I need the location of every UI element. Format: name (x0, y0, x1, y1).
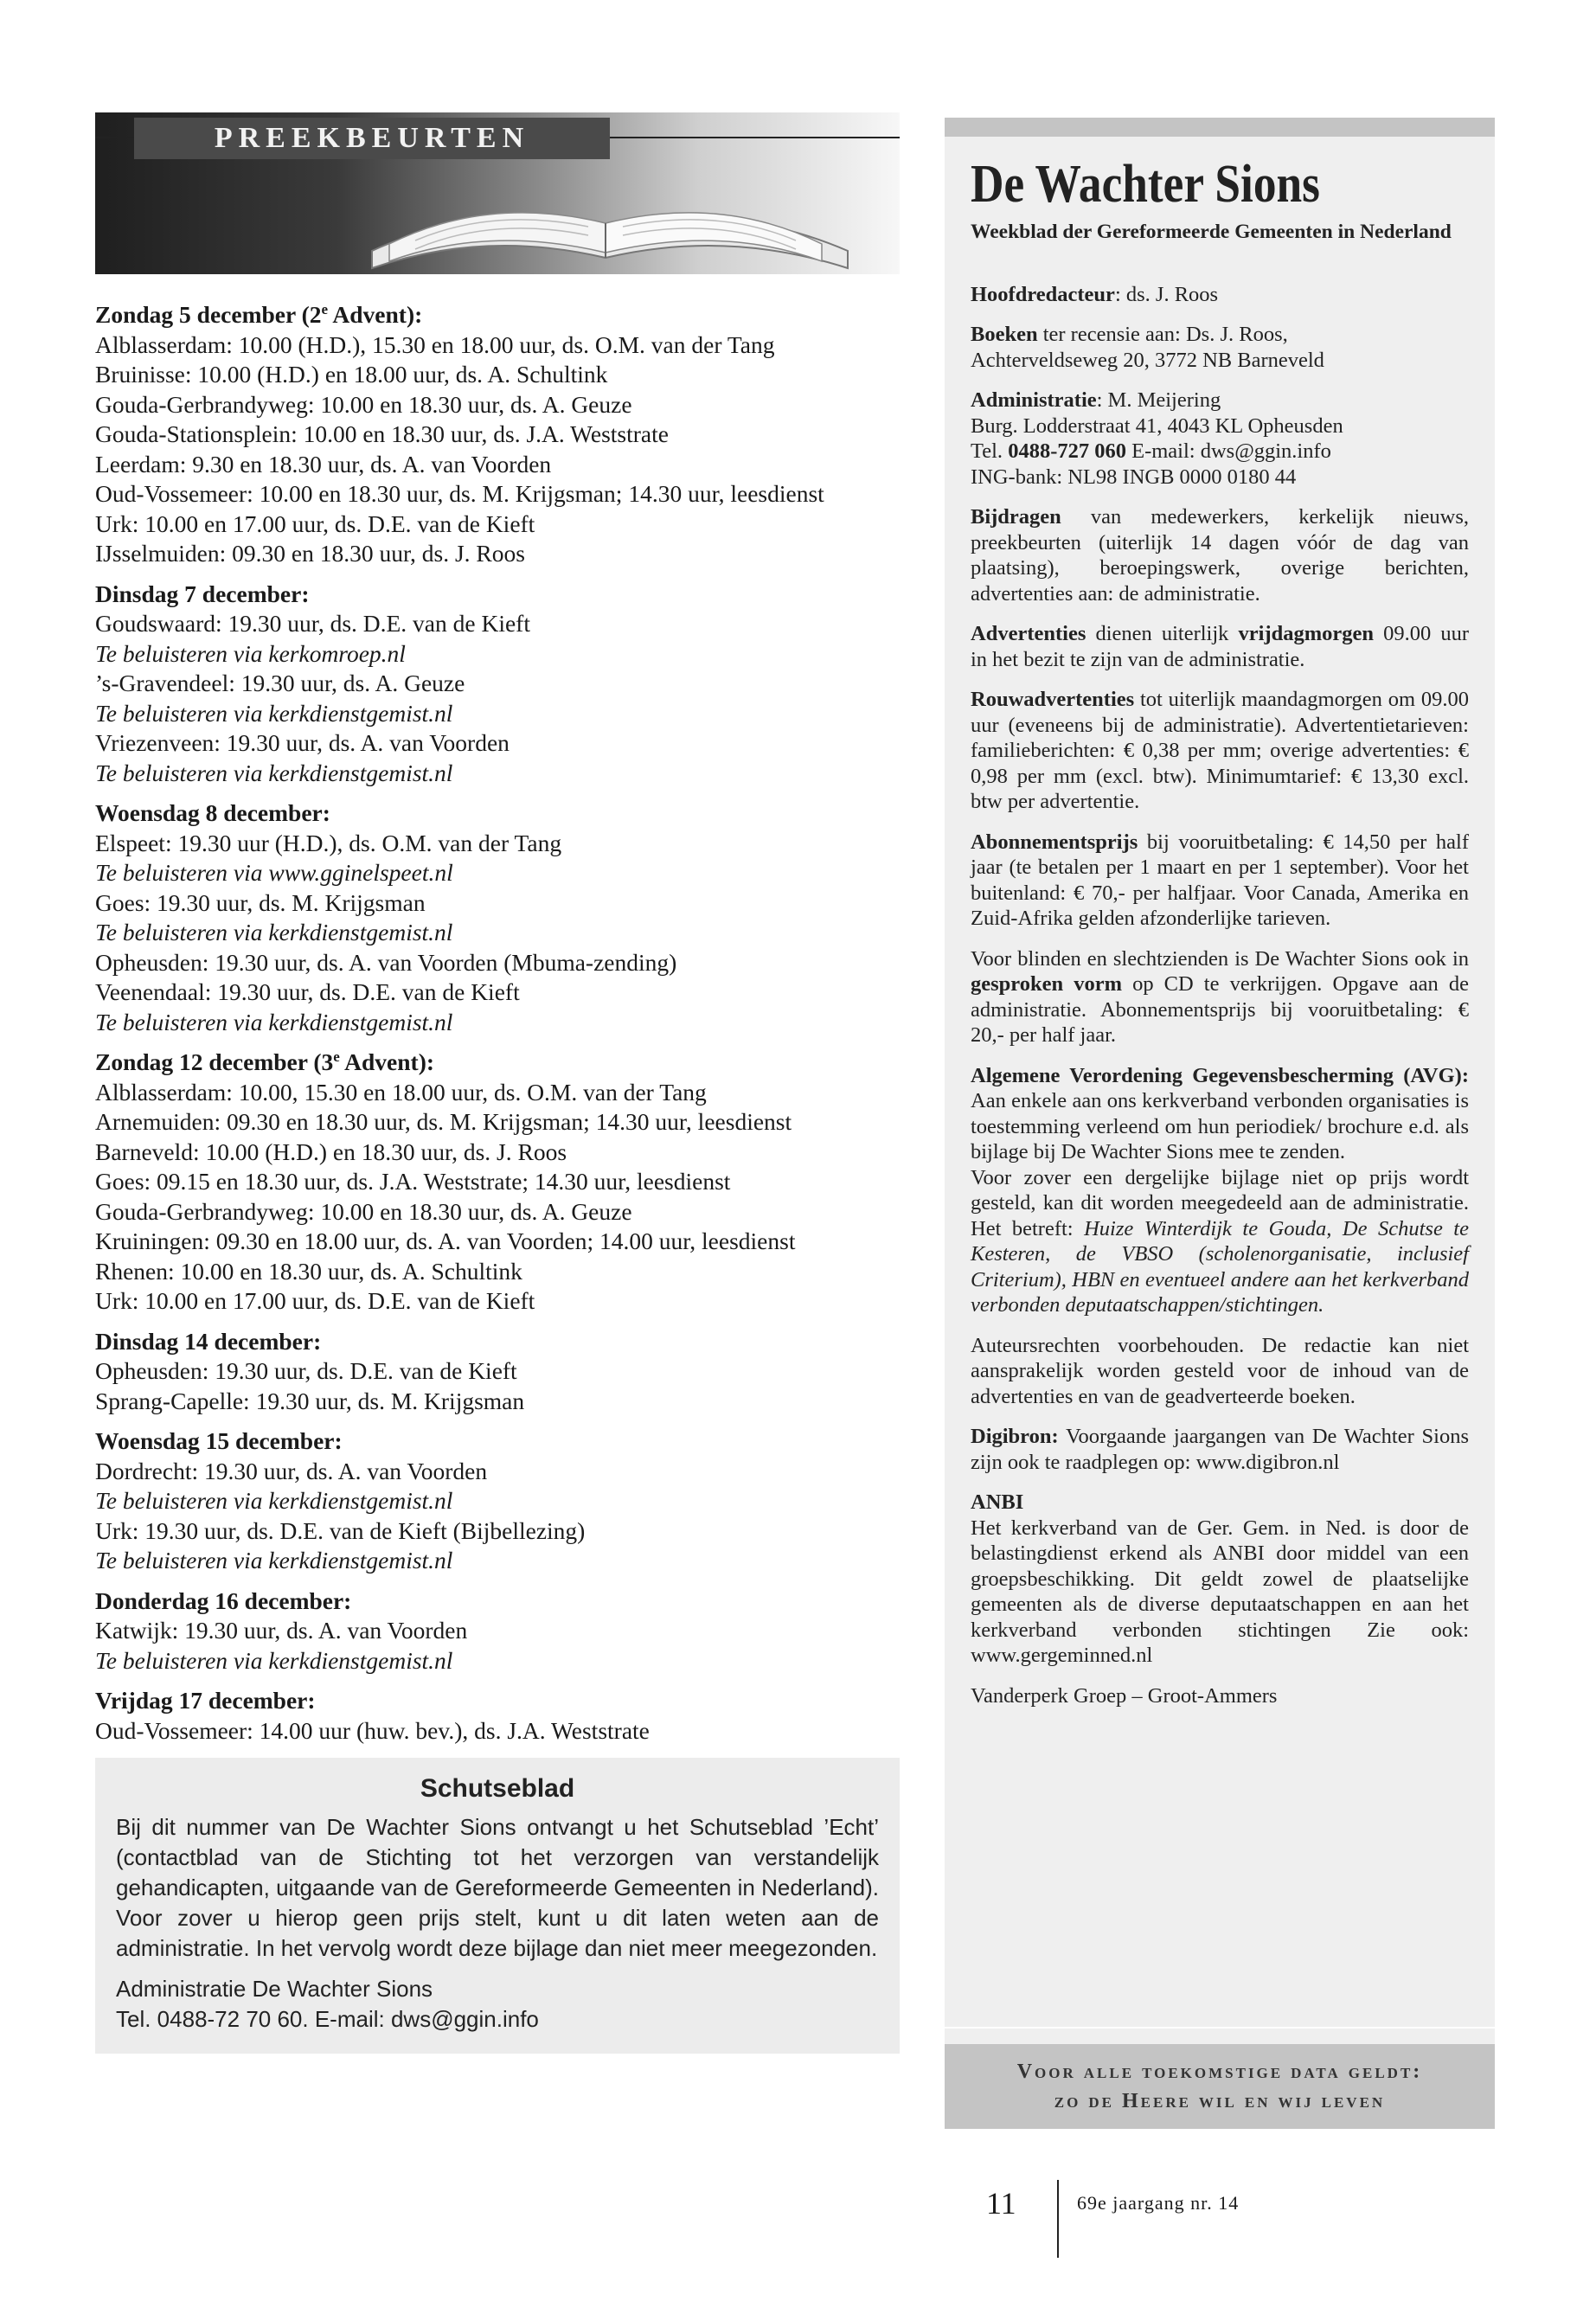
schedule-day (95, 300, 900, 569)
anbi: ANBI Het kerkverband van de Ger. Gem. in Ned. is door de belastingdienst erkend als ANBI door middel van een groepsbeschikking. Dit geldt zowel de plaatselijke gemeenten als de diverse deputaatschappen en aan het kerkverband verbonden stichtingen Zie ook: www.gergeminned.nl (971, 1490, 1469, 1667)
schutseblad-admin (116, 1974, 879, 2035)
service-line: Goudswaard: 19.30 uur, ds. D.E. van de Kieft (95, 610, 530, 637)
left-column (95, 112, 900, 2054)
schedule-day-header: Dinsdag 7 december: (95, 580, 310, 607)
printer: Vanderperk Groep – Groot-Ammers (971, 1683, 1278, 1708)
service-line: Elspeet: 19.30 uur (H.D.), ds. O.M. van der Tang (95, 829, 562, 856)
schedule-day-header: Zondag 5 december (2e Advent): (95, 300, 423, 328)
broadcast-note: Te beluisteren via kerkdienstgemist.nl (95, 1487, 453, 1514)
service-line: Gouda-Stationsplein: 10.00 en 18.30 uur, ds. J.A. Weststrate (95, 420, 669, 447)
broadcast-note: Te beluisteren via kerkdienstgemist.nl (95, 1547, 453, 1574)
broadcast-note: Te beluisteren via kerkdienstgemist.nl (95, 699, 453, 727)
schedule-day (95, 1048, 900, 1317)
footnote-line-2: zo de Heere wil en wij leven (1054, 2090, 1386, 2112)
schutseblad-box (95, 1758, 900, 2054)
footnote-box (945, 2044, 1495, 2129)
service-line: Goes: 19.30 uur, ds. M. Krijgsman (95, 888, 426, 916)
service-line: Urk: 19.30 uur, ds. D.E. van de Kieft (Bijbellezing) (95, 1516, 586, 1544)
schedule-day (95, 1327, 900, 1417)
service-line: Arnemuiden: 09.30 en 18.30 uur, ds. M. Krijgsman; 14.30 uur, leesdienst (95, 1108, 792, 1135)
service-line: Leerdam: 9.30 en 18.30 uur, ds. A. van Voorden (95, 450, 552, 478)
service-line: Opheusden: 19.30 uur, ds. A. van Voorden (Mbuma-zending) (95, 948, 677, 976)
service-line: Oud-Vossemeer: 14.00 uur (huw. bev.), ds. J.A. Weststrate (95, 1716, 650, 1744)
broadcast-note: Te beluisteren via www.gginelspeet.nl (95, 859, 453, 886)
schedule-day (95, 580, 900, 789)
schutseblad-body: Bij dit nummer van De Wachter Sions ontvangt u het Schutseblad ’Echt’ (contactblad van de Stichting tot het verzorgen van verstandelijk gehandicapten, uitgaande van de Gereformeerde Gemeenten in Nederland). Voor zover u hierop geen prijs stelt, kunt u dit laten weten aan de administratie. In het vervolg wordt deze bijlage dan niet meer meegezonden. (116, 1814, 879, 1961)
service-line: Urk: 10.00 en 17.00 uur, ds. D.E. van de Kieft (95, 1287, 535, 1314)
rouwadvertenties: Rouwadvertenties tot uiterlijk maandagmorgen om 09.00 uur (eveneens bij de administratie). Advertentietarieven: familieberichten: € 0,38 per mm; overige advertenties: € 0,98 per mm (excl. btw). Minimumtarief: € 13,30 excl. btw per advertentie. (971, 688, 1469, 813)
schedule-day-header: Vrijdag 17 december: (95, 1687, 316, 1714)
bijdragen: Bijdragen van medewerkers, kerkelijk nieuws, preekbeurten (uiterlijk 14 dagen vóór de dag van plaatsing), beroepingswerk, overige berichten, advertenties aan: de administratie. (971, 505, 1469, 606)
service-line: Gouda-Gerbrandyweg: 10.00 en 18.30 uur, ds. A. Geuze (95, 390, 632, 418)
open-book-icon (337, 147, 874, 274)
banner-title: PREEKBEURTEN (134, 118, 610, 159)
masthead-title: De Wachter Sions (971, 155, 1320, 214)
service-line: Veenendaal: 19.30 uur, ds. D.E. van de Kieft (95, 978, 520, 1005)
schedule-day (95, 1686, 900, 1746)
service-line: Dordrecht: 19.30 uur, ds. A. van Voorden (95, 1457, 488, 1484)
service-line: Rhenen: 10.00 en 18.30 uur, ds. A. Schultink (95, 1257, 522, 1285)
service-line: ’s-Gravendeel: 19.30 uur, ds. A. Geuze (95, 670, 465, 696)
footer-divider (1057, 2180, 1059, 2258)
schedule-day (95, 1426, 900, 1576)
schutseblad-admin-contact: Tel. 0488-72 70 60. E-mail: dws@ggin.info (116, 2006, 539, 2032)
colophon-column (945, 118, 1495, 2129)
broadcast-note: Te beluisteren via kerkdienstgemist.nl (95, 1008, 453, 1035)
digibron: Digibron: Voorgaande jaargangen van De Wachter Sions zijn ook te raadplegen op: www.digibron.nl (971, 1425, 1469, 1474)
schutseblad-admin-name: Administratie De Wachter Sions (116, 1976, 433, 2002)
service-line: Urk: 10.00 en 17.00 uur, ds. D.E. van de Kieft (95, 510, 535, 537)
service-line: Sprang-Capelle: 19.30 uur, ds. M. Krijgsman (95, 1387, 525, 1414)
broadcast-note: Te beluisteren via kerkdienstgemist.nl (95, 919, 453, 945)
service-line: Goes: 09.15 en 18.30 uur, ds. J.A. Weststrate; 14.30 uur, leesdienst (95, 1168, 731, 1195)
service-line: Alblasserdam: 10.00 (H.D.), 15.30 en 18.00 uur, ds. O.M. van der Tang (95, 330, 775, 358)
broadcast-note: Te beluisteren via kerkdienstgemist.nl (95, 759, 453, 786)
administratie: Administratie: M. Meijering Burg. Lodderstraat 41, 4043 KL Opheusden Tel. 0488-727 060 E-mail: dws@ggin.info ING-bank: NL98 INGB 0000 0180 44 (971, 388, 1343, 489)
service-line: Oud-Vossemeer: 10.00 en 18.30 uur, ds. M. Krijgsman; 14.30 uur, leesdienst (95, 480, 824, 507)
schedule-day-header: Woensdag 8 december: (95, 799, 330, 826)
footnote-line-1: Voor alle toekomstige data geldt: (1016, 2061, 1423, 2083)
service-line: Katwijk: 19.30 uur, ds. A. van Voorden (95, 1617, 468, 1644)
auteursrechten: Auteursrechten voorbehouden. De redactie kan niet aansprakelijk worden gesteld voor de inhoud van de advertenties en van de geadverteerde boeken. (971, 1333, 1469, 1408)
service-line: Opheusden: 19.30 uur, ds. D.E. van de Kieft (95, 1357, 517, 1384)
schedule-day-header: Woensdag 15 december: (95, 1427, 343, 1454)
colophon-separator (945, 2027, 1495, 2029)
service-line: Alblasserdam: 10.00, 15.30 en 18.00 uur, ds. O.M. van der Tang (95, 1078, 707, 1106)
service-line: Kruiningen: 09.30 en 18.00 uur, ds. A. van Voorden; 14.00 uur, leesdienst (95, 1227, 796, 1254)
schedule-day (95, 798, 900, 1037)
broadcast-note: Te beluisteren via kerkdienstgemist.nl (95, 1646, 453, 1674)
hoofdredacteur: Hoofdredacteur: ds. J. Roos (971, 282, 1219, 306)
abonnementsprijs: Abonnementsprijs bij vooruitbetaling: € 14,50 per half jaar (te betalen per 1 maart en per 1 september). Voor het buitenland: € 70,- per halfjaar. Voor Canada, Amerika en Zuid-Afrika gelden afzonderlijke tarieven. (971, 830, 1469, 930)
service-line: Gouda-Gerbrandyweg: 10.00 en 18.30 uur, ds. A. Geuze (95, 1197, 632, 1225)
advertenties: Advertenties dienen uiterlijk vrijdagmorgen 09.00 uur in het bezit te zijn van de administratie. (971, 622, 1469, 671)
blinden: Voor blinden en slechtzienden is De Wachter Sions ook in gesproken vorm op CD te verkrijgen. Opgave aan de administratie. Abonnementsprijs bij vooruitbetaling: € 20,- per half jaar. (971, 946, 1470, 1047)
service-line: Vriezenveen: 19.30 uur, ds. A. van Voorden (95, 729, 510, 756)
service-line: IJsselmuiden: 09.30 en 18.30 uur, ds. J. Roos (95, 540, 525, 567)
service-line: Barneveld: 10.00 (H.D.) en 18.30 uur, ds. J. Roos (95, 1138, 567, 1165)
colophon-top-bar (945, 118, 1495, 137)
avg: Algemene Verordening Gegevensbescherming (AVG): Aan enkele aan ons kerkverband verbonden organisaties is toestemming verleend om hun periodiek/ brochure e.d. als bijlage bij De Wachter Sions mee te zenden. Voor zover een dergelijke bijlage niet op prijs wordt gesteld, kan dit worden meegedeeld aan de administratie. Het betreft: Huize Winterdijk te Gouda, De Schutse te Kesteren, de VBSO (scholenorganisatie, inclusief Criterium), HBN en eventueel andere aan het kerkverband verbonden deputaatschappen/stichtingen. (971, 1063, 1469, 1317)
schedule (95, 300, 900, 1746)
schedule-day-header: Donderdag 16 december: (95, 1586, 352, 1614)
broadcast-note: Te beluisteren via kerkomroep.nl (95, 639, 406, 667)
preekbeurten-banner (95, 112, 900, 274)
schedule-day-header: Zondag 12 december (3e Advent): (95, 1048, 435, 1075)
schedule-day (95, 1586, 900, 1676)
page-number: 11 (986, 2186, 1016, 2221)
schutseblad-title: Schutseblad (420, 1774, 575, 1803)
issue-info: 69e jaargang nr. 14 (1077, 2192, 1240, 2214)
boeken: Boeken ter recensie aan: Ds. J. Roos, Achterveldseweg 20, 3772 NB Barneveld (971, 323, 1324, 372)
service-line: Bruinisse: 10.00 (H.D.) en 18.00 uur, ds. A. Schultink (95, 361, 608, 388)
masthead-subtitle: Weekblad der Gereformeerde Gemeenten in Nederland (971, 221, 1452, 243)
schedule-day-header: Dinsdag 14 december: (95, 1327, 322, 1355)
